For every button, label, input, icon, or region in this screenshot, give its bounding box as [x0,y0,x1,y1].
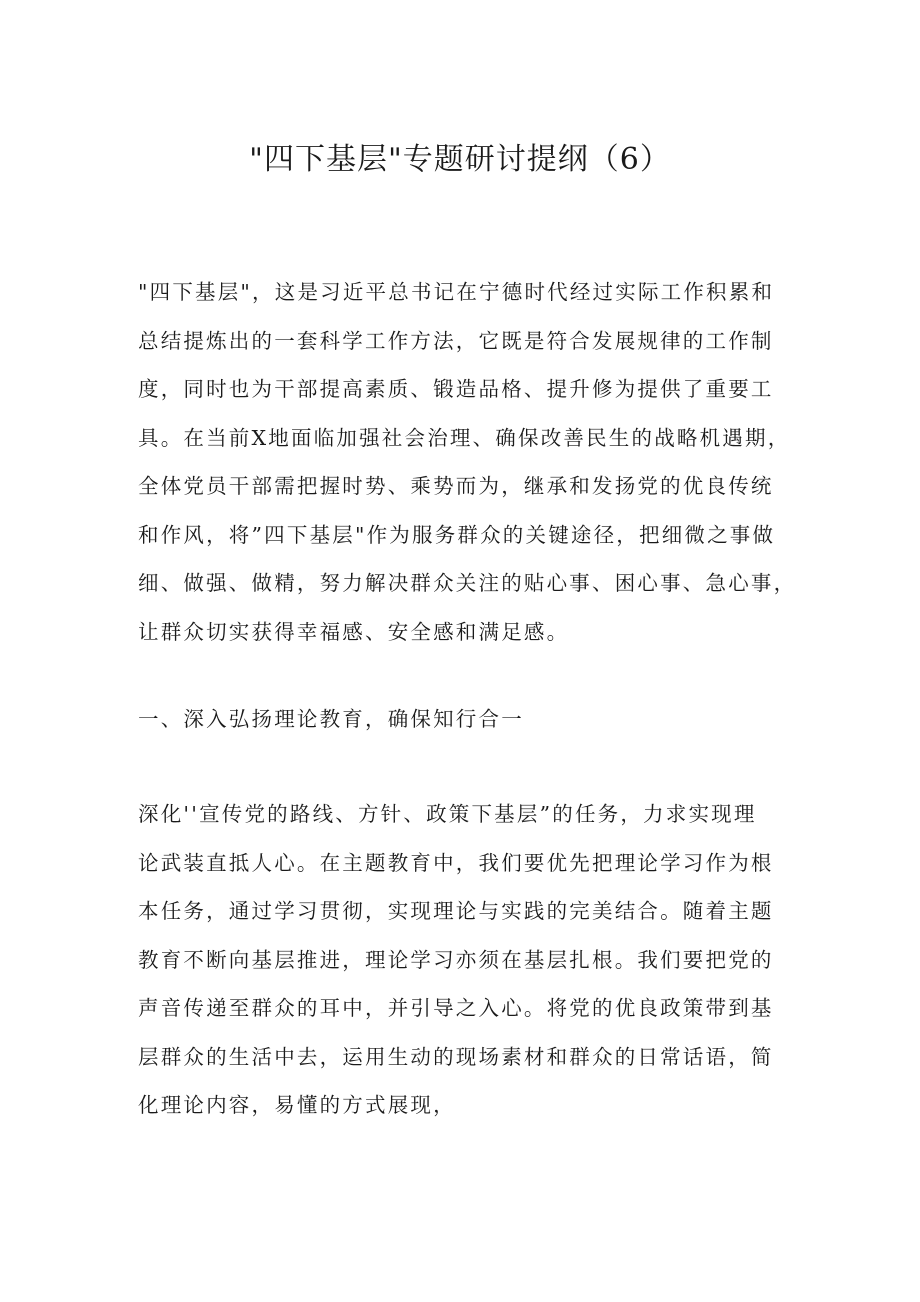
text-line: "四下基层"，这是习近平总书记在宁德时代经过实际工作积累和 [138,280,775,304]
text-line: 让群众切实获得幸福感、安全感和满足感。 [138,619,570,644]
text-line: 和作风，将”四下基层"作为服务群众的关键途径，把细微之事做 [138,522,776,547]
section-heading-text: 一、深入弘扬理论教育，确保知行合一 [138,707,524,731]
text-line: 细、做强、做精，努力解决群众关注的贴心事、困心事、急心事， [138,571,797,595]
intro-paragraph [138,268,797,656]
text-line: 总结提炼出的一套科学工作方法，它既是符合发展规律的工作制 [138,328,774,353]
text-line: 层群众的生活中去，运用生动的现场素材和群众的日常话语，简 [138,1044,774,1069]
text-line: 具。在当前X地面临加强社会治理、确保改善民生的战略机遇期， [138,425,791,450]
text-line: 声音传递至群众的耳中，并引导之入心。将党的优良政策带到基 [138,996,774,1020]
text-line: 深化''宣传党的路线、方针、政策下基层”的任务，力求实现理 [138,802,757,826]
section-heading [138,695,788,744]
text-line: 教育不断向基层推进，理论学习亦须在基层扎根。我们要把党的 [138,947,774,972]
document-title: "四下基层"专题研讨提纲（6） [249,142,671,177]
text-line: 全体党员干部需把握时势、乘势而为，继承和发扬党的优良传统 [138,474,774,498]
text-line: 度，同时也为干部提高素质、锻造品格、提升修为提供了重要工 [138,377,774,401]
text-line: 化理论内容，易懂的方式展现， [138,1093,456,1117]
section-paragraph [138,790,788,1130]
text-line: 本任务，通过学习贯彻，实现理论与实践的完美结合。随着主题 [138,899,774,923]
text-line: 论武装直抵人心。在主题教育中，我们要优先把理论学习作为根 [138,850,774,875]
